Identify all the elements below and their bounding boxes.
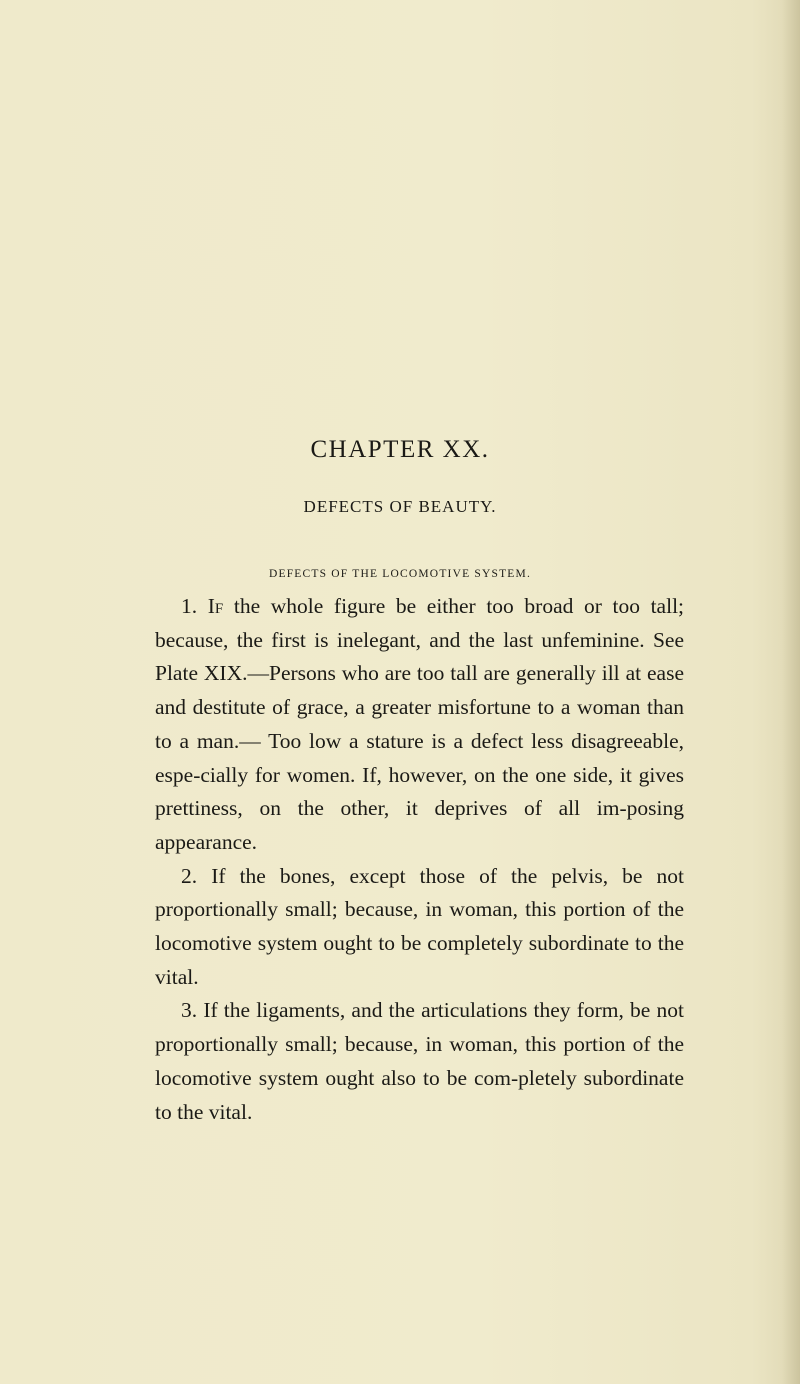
paragraph-text: If the ligaments, and the articulations they form, be not proportionally small; because, in woman, this portion of the locomotive system ought also to be com-pletely subordinate to the vital. [155,998,685,1124]
paragraph-number: 3. [181,998,198,1023]
section-title: DEFECTS OF BEAUTY. [303,497,497,516]
subsection-title: DEFECTS OF THE LOCOMOTIVE SYSTEM. [268,568,532,580]
page-edge-shadow [782,0,800,1384]
paragraph-text: If the bones, except those of the pelvis, be not proportionally small; because, in woman, this portion of the locomotive system ought to be completely subordinate to the vital. [155,863,684,989]
chapter-title: CHAPTER XX. [310,436,490,463]
paragraph-text: the whole figure be either too broad or too tall; because, the first is inelegant, and the last unfeminine. See Plate XIX.—Persons who are too tall are generally ill at ease and destitute of grace, a greater misfortune to a woman than to a man.— Too low a stature is a defect less disagreeable, espe-cially for women. If, however, on the one side, it gives prettiness, on the other, it deprives of all im-posing appearance. [155,594,685,854]
paragraph-number: 2. [181,863,198,888]
paragraph-1 [155,590,684,860]
body-text [155,590,684,1129]
paragraph-3 [155,994,684,1129]
paragraph-lead-word: If [207,594,224,618]
paragraph-2 [155,860,684,995]
paragraph-number: 1. [181,594,198,618]
